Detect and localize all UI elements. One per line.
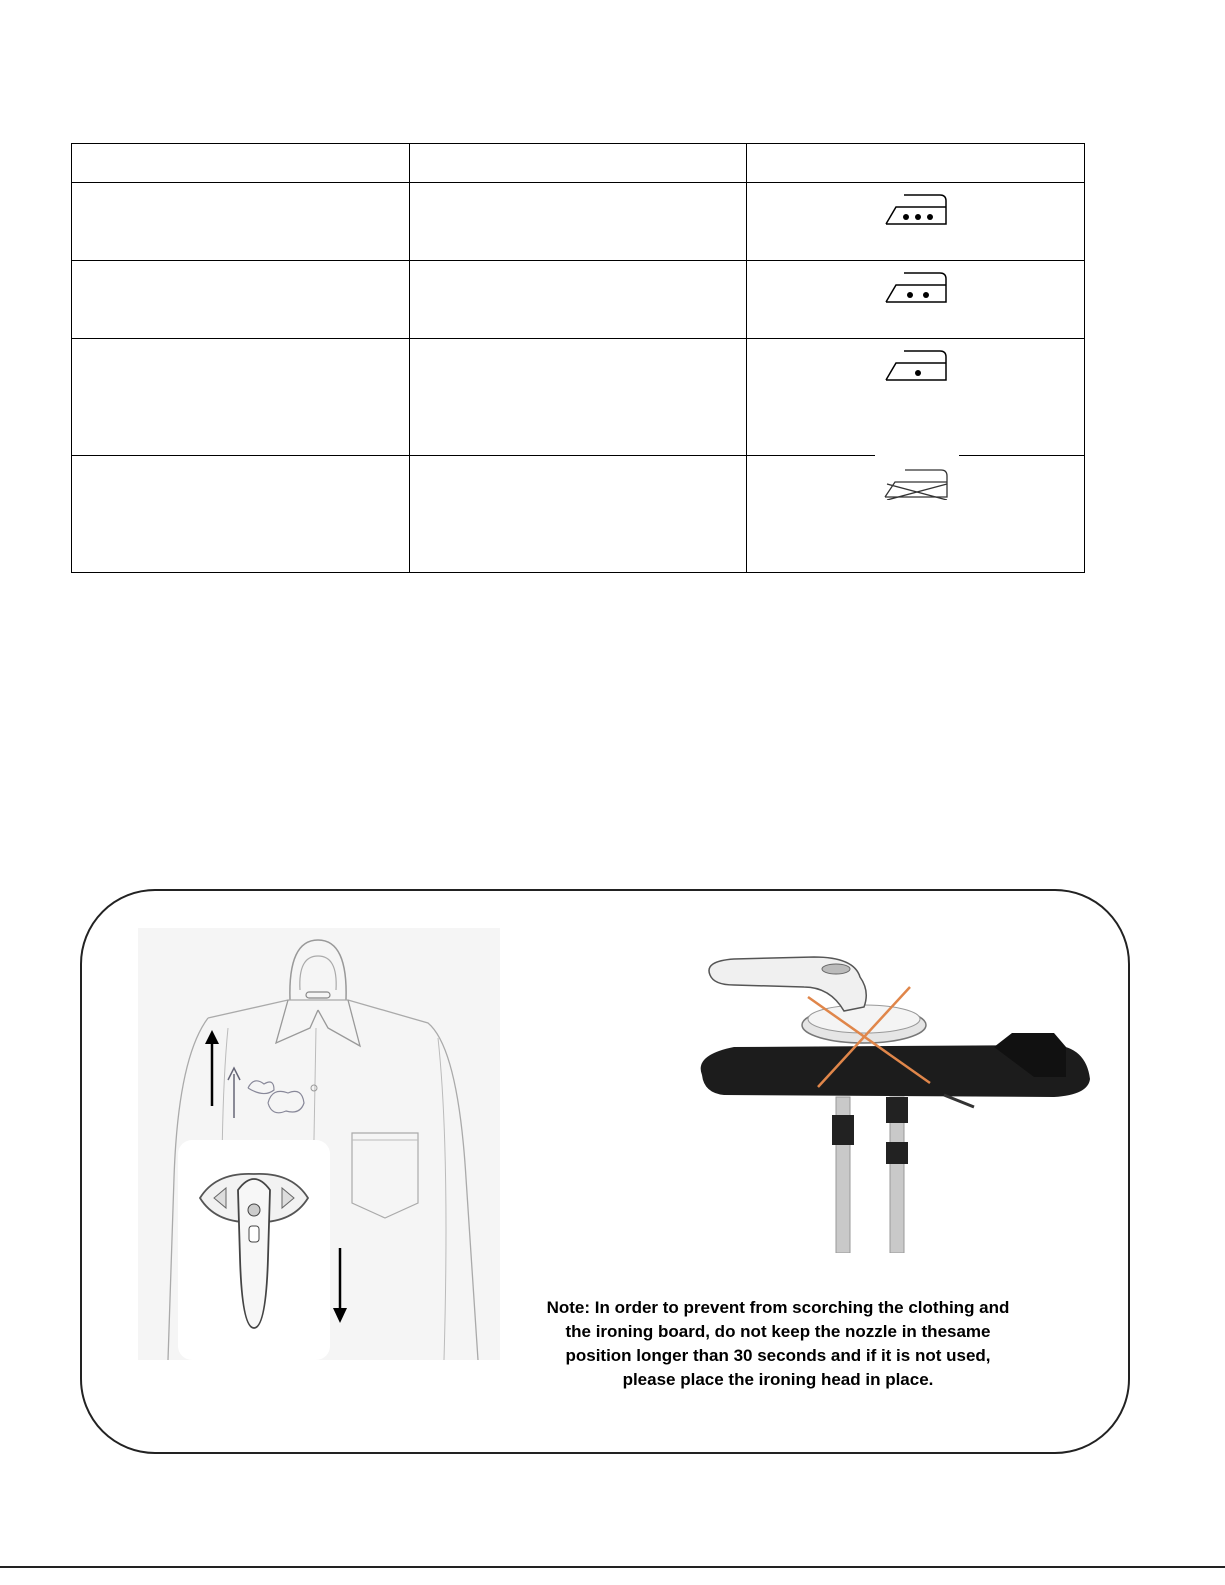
table-row	[72, 456, 1085, 573]
usage-panel	[80, 889, 1130, 1454]
iron-three-dots-icon	[884, 191, 948, 227]
table-header-row	[72, 144, 1085, 183]
fabric-cell	[72, 456, 410, 573]
fabric-cell	[72, 339, 410, 456]
symbol-cell	[747, 183, 1085, 261]
iron-two-dots-icon	[884, 269, 948, 305]
usage-note	[518, 1296, 1038, 1392]
setting-cell	[410, 456, 747, 573]
iron-one-dot-icon	[884, 347, 948, 383]
header-cell-setting	[410, 144, 747, 183]
symbol-cell	[747, 261, 1085, 339]
table-row	[72, 261, 1085, 339]
setting-cell	[410, 183, 747, 261]
symbol-cell	[747, 456, 1085, 573]
footer-rule	[0, 1566, 1225, 1568]
ironing-board-illustration	[694, 947, 1092, 1253]
table-row	[72, 183, 1085, 261]
setting-cell	[410, 339, 747, 456]
ironing-settings-table	[71, 143, 1085, 573]
header-cell-fabric	[72, 144, 410, 183]
header-cell-symbol	[747, 144, 1085, 183]
note-line-2: the ironing board, do not keep the nozzle in thesame	[565, 1322, 991, 1341]
note-line-3: position longer than 30 seconds and if it is not used,	[565, 1346, 991, 1365]
note-line-4: please place the ironing head in place.	[622, 1370, 934, 1389]
setting-cell	[410, 261, 747, 339]
symbol-cell	[747, 339, 1085, 456]
fabric-cell	[72, 183, 410, 261]
note-line-1: Note: In order to prevent from scorching the clothing and	[546, 1298, 1010, 1317]
shirt-steaming-illustration	[138, 928, 500, 1360]
table-row	[72, 339, 1085, 456]
border-gap	[875, 453, 959, 459]
fabric-cell	[72, 261, 410, 339]
iron-do-not-iron-icon	[881, 464, 951, 500]
